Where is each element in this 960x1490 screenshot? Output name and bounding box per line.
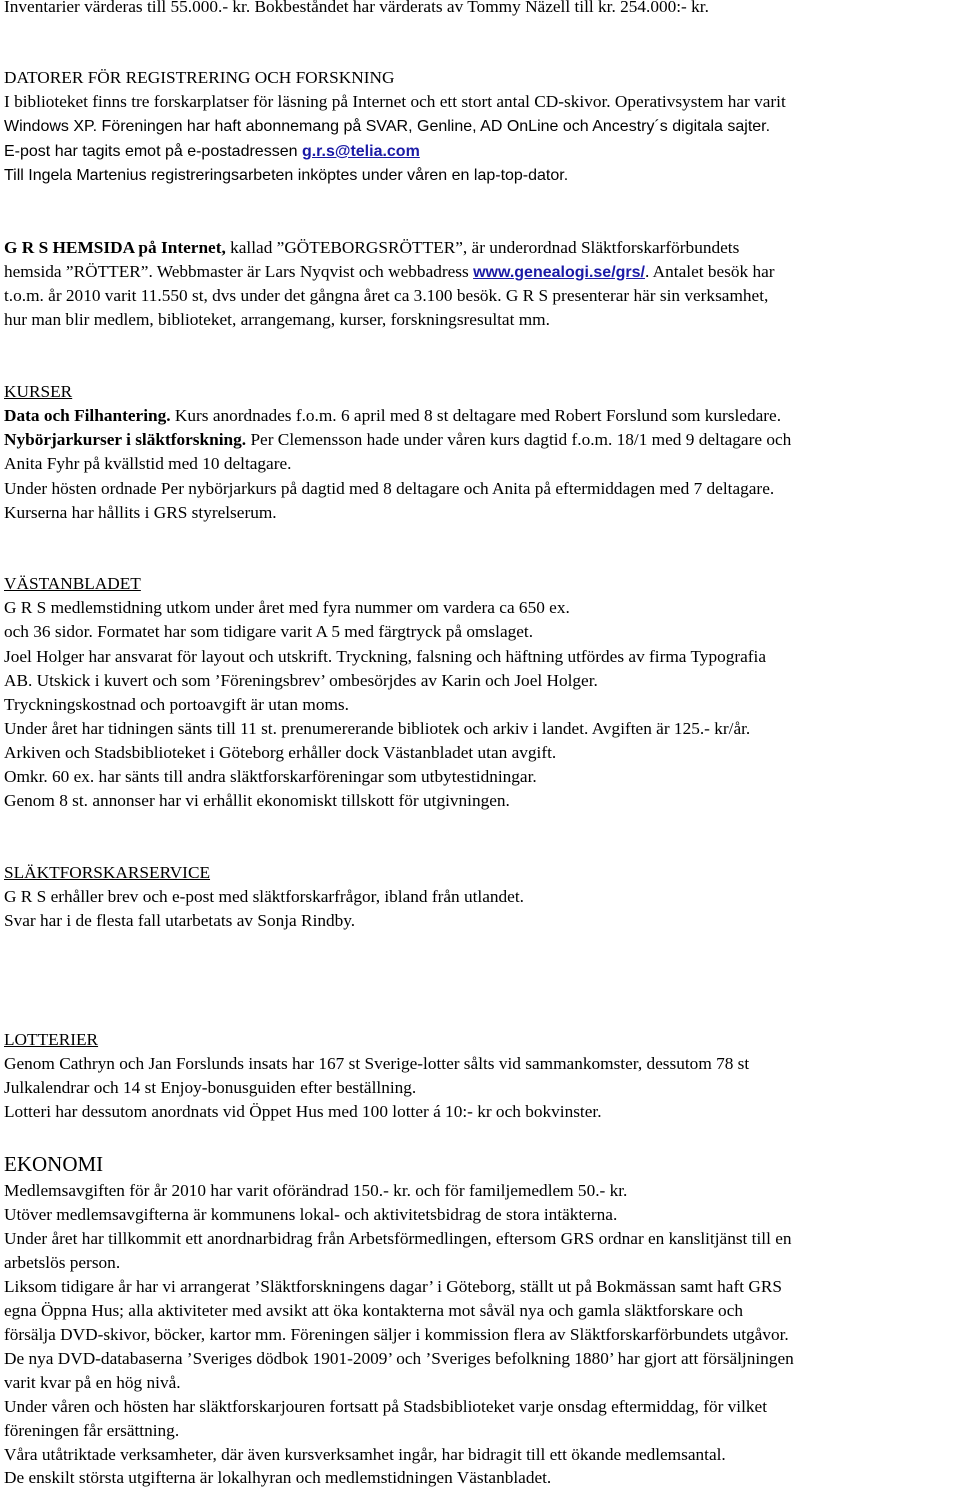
section-heading-slaktforskarservice: SLÄKTFORSKARSERVICE <box>4 863 211 882</box>
ekonomi-line: försälja DVD-skivor, böcker, kartor mm. Föreningen säljer i kommission flera av Släktforskarförbundets utgåvor. <box>4 1325 789 1344</box>
ekonomi-line: Medlemsavgiften för år 2010 har varit oförändrad 150.- kr. och för familjemedlem 50.- kr. <box>4 1181 628 1200</box>
vastanbladet-line: Joel Holger har ansvarat för layout och utskrift. Tryckning, falsning och häftning utfördes av firma Typografia <box>4 647 767 666</box>
ekonomi-line: De enskilt största utgifterna är lokalhyran och medlemstidningen Västanbladet. <box>4 1468 552 1487</box>
vastanbladet-line: Tryckningskostnad och portoavgift är utan moms. <box>4 695 349 714</box>
ekonomi-line: varit kvar på en hög nivå. <box>4 1373 181 1392</box>
slaktforskarservice-line: G R S erhåller brev och e-post med släktforskarfrågor, ibland från utlandet. <box>4 887 524 906</box>
section-heading-kurser: KURSER <box>4 382 73 401</box>
ekonomi-line: Under året har tillkommit ett anordnarbidrag från Arbetsförmedlingen, eftersom GRS ordnar en kanslitjänst till en <box>4 1229 792 1248</box>
course-title: Data och Filhantering. <box>4 406 171 425</box>
section-heading-datorer: DATORER FÖR REGISTRERING OCH FORSKNING <box>4 68 395 87</box>
vastanbladet-line: Omkr. 60 ex. har sänts till andra släktforskarföreningar som utbytestidningar. <box>4 767 537 786</box>
section-heading-vastanbladet: VÄSTANBLADET <box>4 574 141 593</box>
email-link[interactable]: g.r.s@telia.com <box>301 143 420 160</box>
ekonomi-line: Utöver medlemsavgifterna är kommunens lokal- och aktivitetsbidrag de stora intäkterna. <box>4 1205 618 1224</box>
datorer-email-line <box>4 140 420 164</box>
datorer-email-label: E-post har tagits emot på e-postadressen <box>4 143 302 160</box>
ekonomi-line: egna Öppna Hus; alla aktiviteter med avsikt att öka kontakterna mot såväl nya och gamla släktforskare och <box>4 1301 744 1320</box>
hemsida-title: G R S HEMSIDA på Internet, <box>4 238 226 257</box>
datorer-line: I biblioteket finns tre forskarplatser för läsning på Internet och ett stort antal CD-skivor. Operativsystem har varit <box>4 92 786 111</box>
hemsida-web-line <box>4 260 775 284</box>
hemsida-line <box>4 236 739 260</box>
course-title: Nybörjarkurser i släktforskning. <box>4 430 247 449</box>
vastanbladet-line: AB. Utskick i kuvert och som ’Föreningsbrev’ ombesörjdes av Karin och Joel Holger. <box>4 671 598 690</box>
hemsida-line: hur man blir medlem, biblioteket, arrangemang, kurser, forskningsresultat mm. <box>4 310 550 329</box>
ekonomi-line: Liksom tidigare år har vi arrangerat ’Släktforskningens dagar’ i Göteborg, ställt ut på Bokmässan samt haft GRS <box>4 1277 782 1296</box>
ekonomi-line: Våra utåtriktade verksamheter, där även kursverksamhet ingår, har bidragit till ett ökande medlemsantal. <box>4 1445 726 1464</box>
vastanbladet-line: och 36 sidor. Formatet har som tidigare varit A 5 med färgtryck på omslaget. <box>4 622 534 641</box>
slaktforskarservice-line: Svar har i de flesta fall utarbetats av Sonja Rindby. <box>4 911 356 930</box>
course-text: Kurs anordnades f.o.m. 6 april med 8 st deltagare med Robert Forslund som kursledare. <box>170 406 782 425</box>
ekonomi-line: föreningen får ersättning. <box>4 1421 180 1440</box>
vastanbladet-line: Genom 8 st. annonser har vi erhållit ekonomiskt tillskott för utgivningen. <box>4 791 510 810</box>
section-heading-lotterier: LOTTERIER <box>4 1030 99 1049</box>
course-text: Per Clemensson hade under våren kurs dagtid f.o.m. 18/1 med 9 deltagare och <box>246 430 792 449</box>
lotterier-line: Julkalendrar och 14 st Enjoy-bonusguiden efter beställning. <box>4 1078 417 1097</box>
datorer-line: Windows XP. Föreningen har haft abonnemang på SVAR, Genline, AD OnLine och Ancestry´s digitala sajter. <box>4 118 771 135</box>
hemsida-text: . Antalet besök har <box>644 262 775 281</box>
kurser-line: Kurserna har hållits i GRS styrelserum. <box>4 503 277 522</box>
website-link[interactable]: www.genealogi.se/grs/ <box>473 264 645 281</box>
kurser-line: Anita Fyhr på kvällstid med 10 deltagare. <box>4 454 292 473</box>
vastanbladet-line: Under året har tidningen sänts till 11 st. prenumererande bibliotek och arkiv i landet. Avgiften är 125.- kr/år. <box>4 719 751 738</box>
ekonomi-line: Under våren och hösten har släktforskarjouren fortsatt på Stadsbiblioteket varje onsdag eftermiddag, för vilket <box>4 1397 768 1416</box>
ekonomi-line: arbetslös person. <box>4 1253 121 1272</box>
vastanbladet-line: Arkiven och Stadsbiblioteket i Göteborg erhåller dock Västanbladet utan avgift. <box>4 743 557 762</box>
lotterier-line: Lotteri har dessutom anordnats vid Öppet Hus med 100 lotter á 10:- kr och bokvinster. <box>4 1102 602 1121</box>
vastanbladet-line: G R S medlemstidning utkom under året med fyra nummer om vardera ca 650 ex. <box>4 598 570 617</box>
hemsida-text: kallad ”GÖTEBORGSRÖTTER”, är underordnad Släktforskarförbundets <box>225 238 740 257</box>
ekonomi-line: De nya DVD-databaserna ’Sveriges dödbok 1901-2009’ och ’Sveriges befolkning 1880’ har gjort att försäljningen <box>4 1349 794 1368</box>
lotterier-line: Genom Cathryn och Jan Forslunds insats har 167 st Sverige-lotter sålts vid sammankomster, dessutom 78 st <box>4 1054 750 1073</box>
hemsida-line: t.o.m. år 2010 varit 11.550 st, dvs under det gångna året ca 3.100 besök. G R S presenterar här sin verksamhet, <box>4 286 769 305</box>
datorer-line: Till Ingela Martenius registreringsarbeten inköptes under våren en lap-top-dator. <box>4 167 569 184</box>
kurser-line <box>4 428 791 452</box>
intro-line: Inventarier värderas till 55.000.- kr. Bokbeståndet har värderats av Tommy Näzell till kr. 254.000:- kr. <box>4 0 709 16</box>
hemsida-text: hemsida ”RÖTTER”. Webbmaster är Lars Nyqvist och webbadress <box>4 262 474 281</box>
kurser-line: Under hösten ordnade Per nybörjarkurs på dagtid med 8 deltagare och Anita på eftermiddagen med 7 deltagare. <box>4 479 775 498</box>
section-heading-ekonomi: EKONOMI <box>4 1152 104 1176</box>
kurser-line <box>4 404 781 428</box>
